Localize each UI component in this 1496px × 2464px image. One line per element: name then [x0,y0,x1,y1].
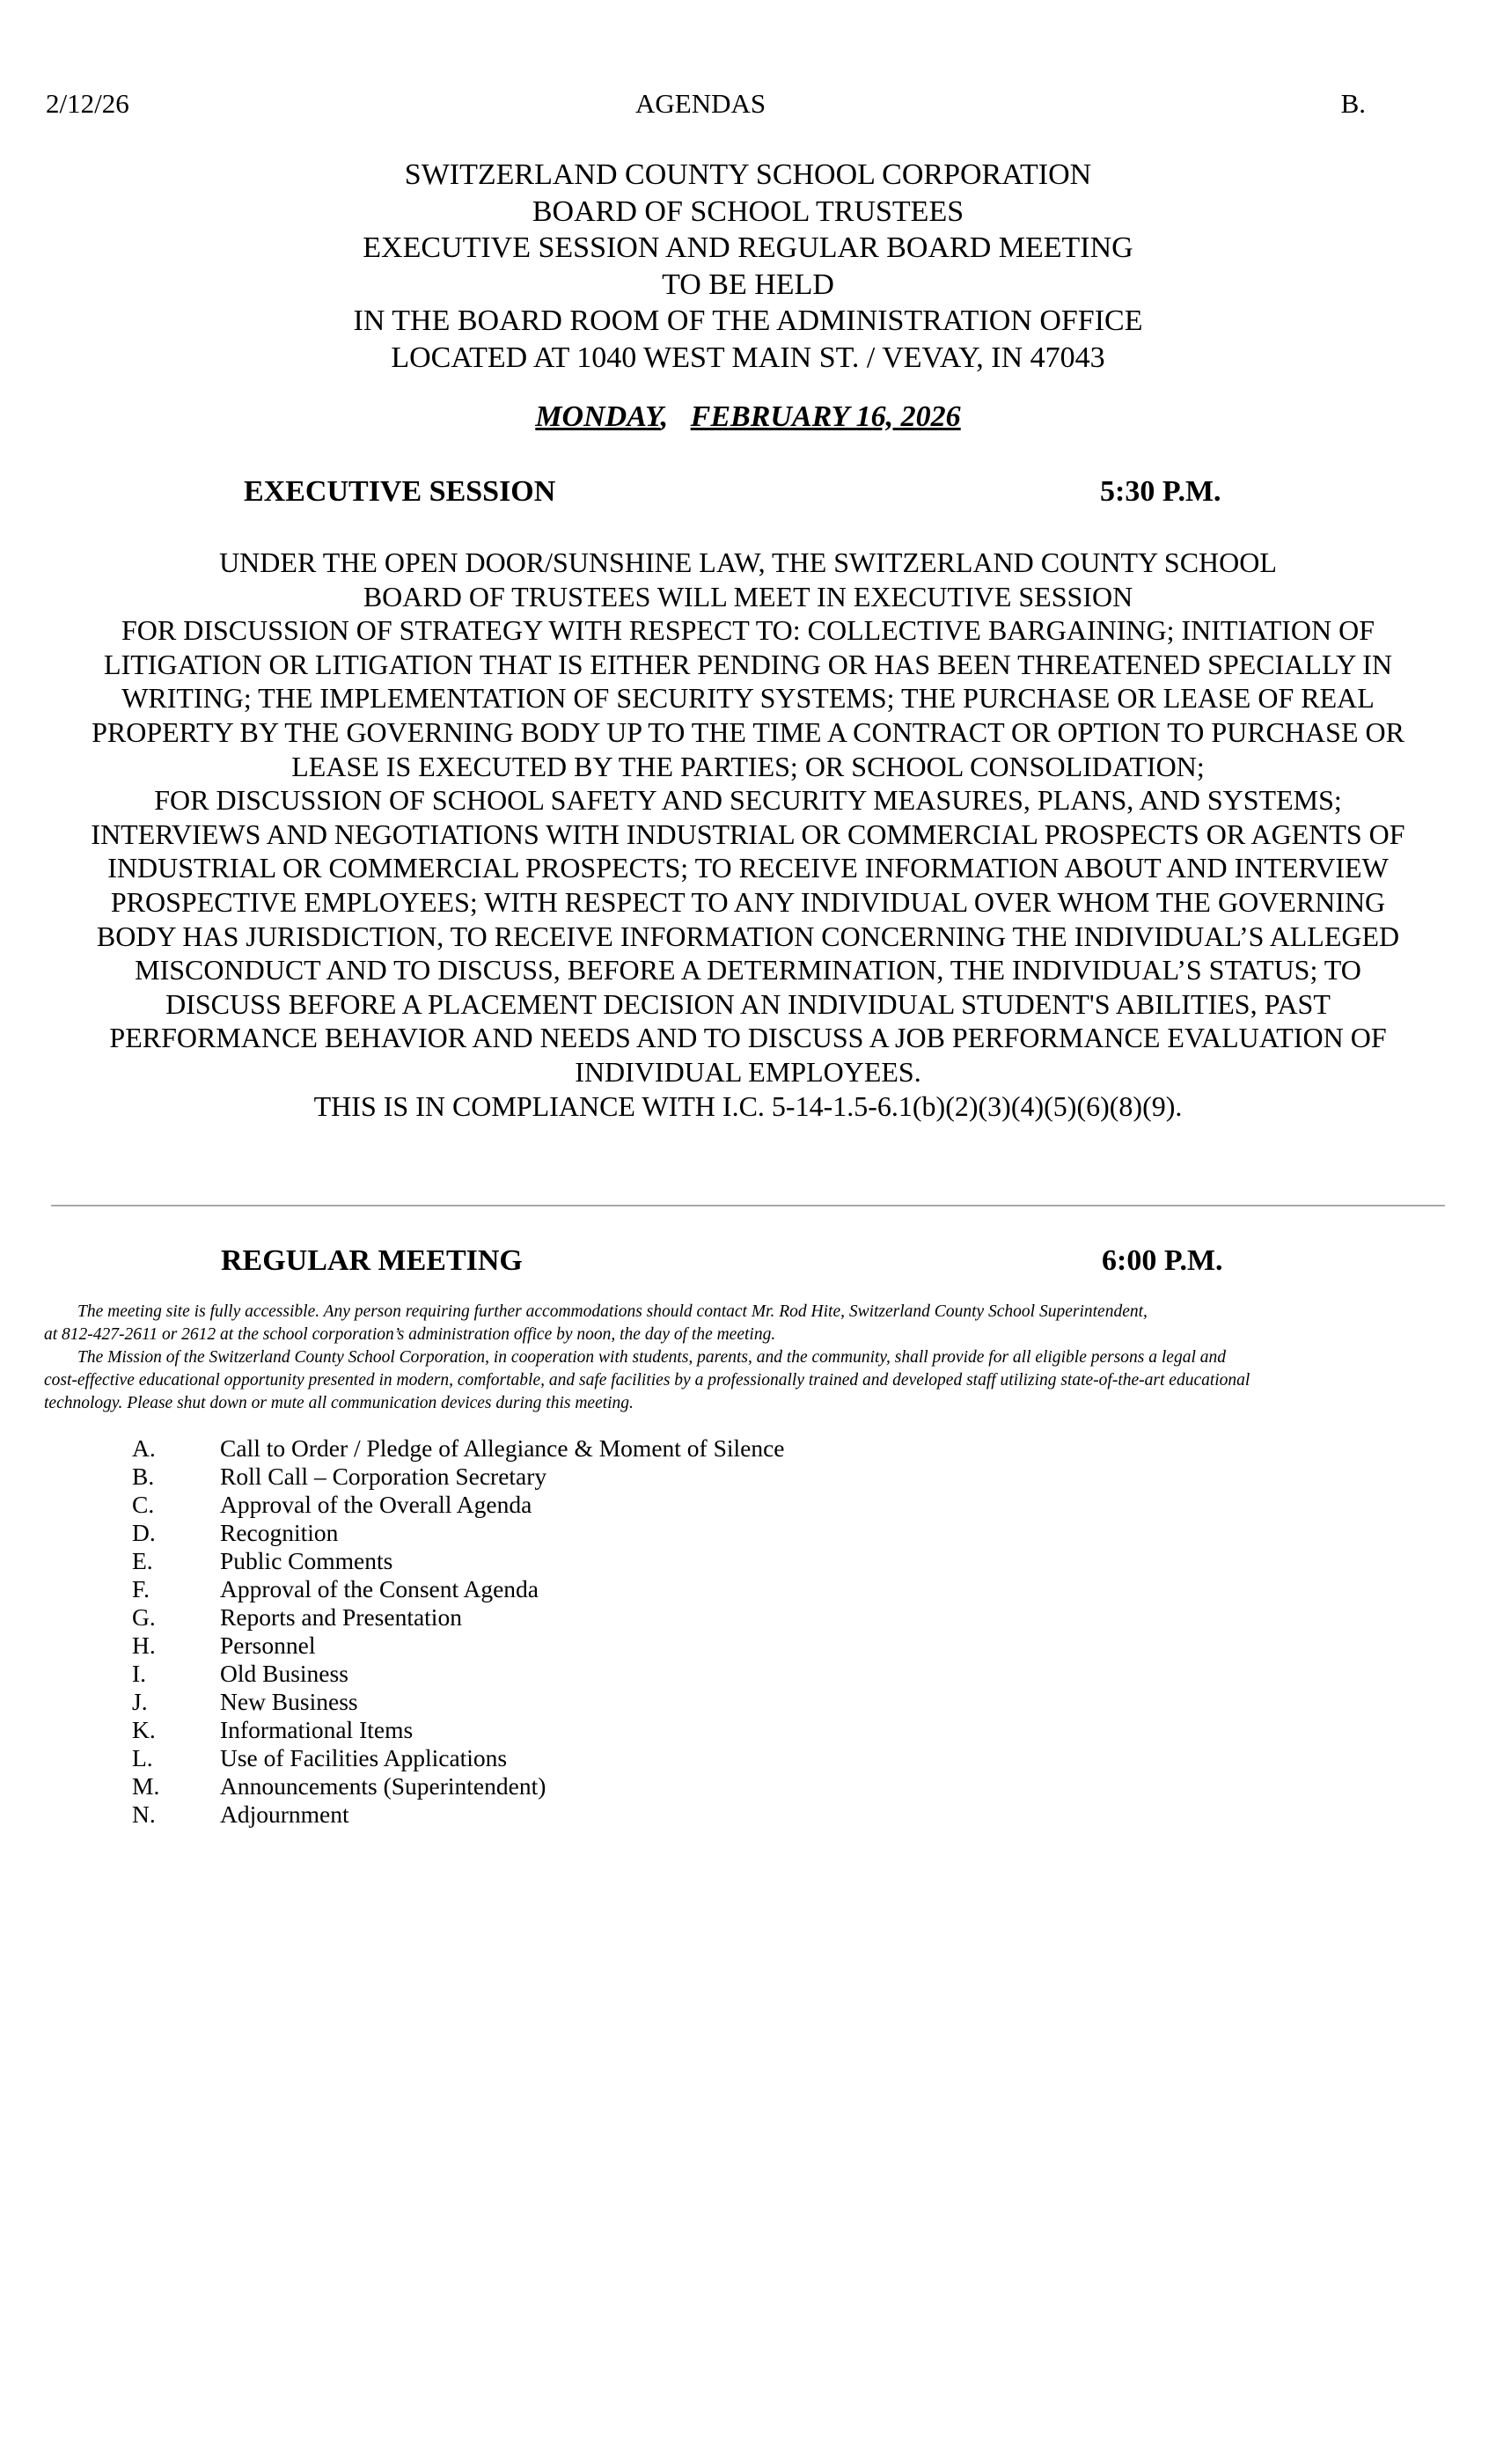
accessibility-mission-notice [44,1301,1461,1415]
meeting-date-value: FEBRUARY 16, 2026 [690,400,961,433]
list-item [132,1519,924,1547]
agenda-item-text: Informational Items [220,1716,414,1743]
regular-meeting-label: REGULAR MEETING [221,1244,523,1277]
agenda-item-text: Reports and Presentation [220,1603,462,1631]
exec-notice-line: BOARD OF TRUSTEES WILL MEET IN EXECUTIVE SESSION [363,580,1133,612]
list-item [132,1463,924,1491]
agenda-item-letter: I. [132,1660,147,1687]
agenda-list [132,1434,924,1829]
agenda-item-text: Announcements (Superintendent) [220,1772,546,1800]
notice-line: technology. Please shut down or mute all communication devices during this meeting. [44,1394,634,1412]
agenda-item-text: Approval of the Overall Agenda [220,1491,532,1518]
agenda-item-text: Use of Facilities Applications [220,1744,508,1771]
agenda-item-letter: B. [132,1463,155,1490]
agenda-item-text: Approval of the Consent Agenda [220,1575,539,1602]
agenda-item-text: Adjournment [220,1800,349,1828]
page-header [46,88,1366,123]
exec-notice-line: MISCONDUCT AND TO DISCUSS, BEFORE A DETERMINATION, THE INDIVIDUAL’S STATUS; TO [135,954,1361,986]
list-item [132,1603,924,1632]
list-item [132,1491,924,1519]
exec-notice-line: LITIGATION OR LITIGATION THAT IS EITHER PENDING OR HAS BEEN THREATENED SPECIALLY IN [104,648,1392,680]
title-line: SWITZERLAND COUNTY SCHOOL CORPORATION [404,158,1092,191]
list-item [132,1716,924,1744]
exec-notice-line: UNDER THE OPEN DOOR/SUNSHINE LAW, THE SWITZERLAND COUNTY SCHOOL [219,546,1277,578]
notice-line: cost-effective educational opportunity presented in modern, comfortable, and safe facilities by a professionally trained and developed staff utilizing state-of-the-art educational [44,1371,1250,1390]
exec-notice-line: DISCUSS BEFORE A PLACEMENT DECISION AN INDIVIDUAL STUDENT'S ABILITIES, PAST [165,987,1331,1020]
exec-notice-line: THIS IS IN COMPLIANCE WITH I.C. 5-14-1.5-6.1(b)(2)(3)(4)(5)(6)(8)(9). [313,1089,1183,1122]
list-item [132,1688,924,1716]
section-divider [51,1205,1445,1206]
header-label: AGENDAS [635,88,766,119]
executive-session-notice [35,546,1461,1123]
executive-session-label: EXECUTIVE SESSION [244,475,556,508]
agenda-item-letter: A. [132,1434,156,1462]
agenda-item-text: Roll Call – Corporation Secretary [220,1463,547,1490]
exec-notice-line: PROPERTY BY THE GOVERNING BODY UP TO THE TIME A CONTRACT OR OPTION TO PURCHASE OR [92,715,1404,748]
regular-meeting-time: 6:00 P.M. [1102,1244,1223,1277]
list-item [132,1547,924,1575]
title-line: LOCATED AT 1040 WEST MAIN ST. / VEVAY, IN 47043 [391,341,1105,374]
agenda-item-letter: L. [132,1744,153,1771]
agenda-item-letter: J. [132,1688,148,1715]
title-line: BOARD OF SCHOOL TRUSTEES [532,194,964,228]
title-line: IN THE BOARD ROOM OF THE ADMINISTRATION OFFICE [353,304,1143,337]
document-title [0,157,1496,376]
list-item [132,1434,924,1463]
list-item [132,1800,924,1829]
list-item [132,1660,924,1688]
header-section-code: B. [1340,88,1366,119]
exec-notice-line: WRITING; THE IMPLEMENTATION OF SECURITY SYSTEMS; THE PURCHASE OR LEASE OF REAL [121,682,1375,715]
agenda-item-letter: F. [132,1575,150,1602]
exec-notice-line: BODY HAS JURISDICTION, TO RECEIVE INFORMATION CONCERNING THE INDIVIDUAL’S ALLEGED [96,920,1400,952]
exec-notice-line: INDIVIDUAL EMPLOYEES. [575,1055,921,1088]
agenda-item-letter: H. [132,1632,156,1659]
exec-notice-line: LEASE IS EXECUTED BY THE PARTIES; OR SCHOOL CONSOLIDATION; [291,750,1205,782]
agenda-item-text: Public Comments [220,1547,393,1574]
agenda-item-letter: E. [132,1547,153,1574]
title-line: EXECUTIVE SESSION AND REGULAR BOARD MEETING [363,231,1133,264]
agenda-item-letter: K. [132,1716,156,1743]
agenda-item-letter: G. [132,1603,156,1631]
exec-notice-line: INTERVIEWS AND NEGOTIATIONS WITH INDUSTRIAL OR COMMERCIAL PROSPECTS OR AGENTS OF [91,818,1405,850]
notice-line: at 812-427-2611 or 2612 at the school corporation’s administration office by noon, the day of the meeting. [44,1325,776,1344]
agenda-item-text: Call to Order / Pledge of Allegiance & Moment of Silence [220,1434,785,1462]
agenda-item-letter: M. [132,1772,160,1800]
list-item [132,1575,924,1603]
list-item [132,1772,924,1800]
exec-notice-line: FOR DISCUSSION OF STRATEGY WITH RESPECT TO: COLLECTIVE BARGAINING; INITIATION OF [121,614,1375,647]
agenda-item-text: Old Business [220,1660,348,1687]
header-date: 2/12/26 [46,88,129,119]
notice-line: The Mission of the Switzerland County School Corporation, in cooperation with students, parents, and the community, shall provide for all eligible persons a legal and [77,1348,1227,1367]
agenda-item-letter: N. [132,1800,156,1828]
exec-notice-line: INDUSTRIAL OR COMMERCIAL PROSPECTS; TO RECEIVE INFORMATION ABOUT AND INTERVIEW [107,852,1389,884]
list-item [132,1744,924,1772]
agenda-item-text: New Business [220,1688,358,1715]
meeting-day: MONDAY [535,400,661,433]
meeting-date-separator: , [660,400,691,433]
meeting-date [0,400,1496,434]
agenda-item-letter: D. [132,1519,156,1546]
notice-line: The meeting site is fully accessible. Any person requiring further accommodations should contact Mr. Rod Hite, Switzerland County School Superintendent, [77,1302,1148,1321]
agenda-item-letter: C. [132,1491,155,1518]
title-line: TO BE HELD [662,268,834,301]
exec-notice-line: FOR DISCUSSION OF SCHOOL SAFETY AND SECURITY MEASURES, PLANS, AND SYSTEMS; [154,784,1342,817]
exec-notice-line: PERFORMANCE BEHAVIOR AND NEEDS AND TO DISCUSS A JOB PERFORMANCE EVALUATION OF [109,1022,1387,1054]
list-item [132,1632,924,1660]
agenda-item-text: Recognition [220,1519,339,1546]
agenda-item-text: Personnel [220,1632,316,1659]
exec-notice-line: PROSPECTIVE EMPLOYEES; WITH RESPECT TO ANY INDIVIDUAL OVER WHOM THE GOVERNING [110,885,1386,918]
executive-session-time: 5:30 P.M. [1100,475,1221,508]
